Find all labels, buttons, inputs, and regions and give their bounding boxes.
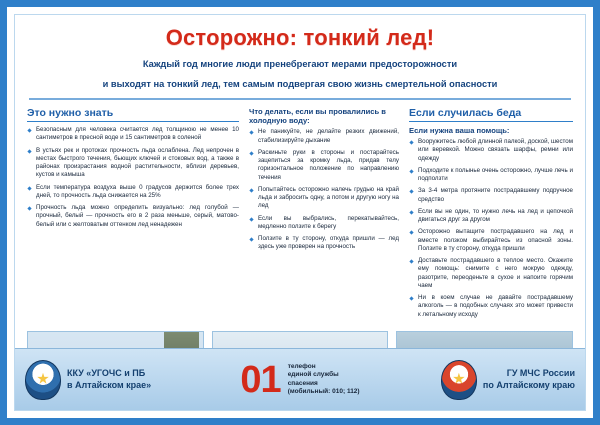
section-fell-list	[249, 128, 399, 251]
section-trouble-list	[409, 138, 573, 319]
emergency-phone-block	[215, 358, 385, 401]
section-know-heading: Это нужно знать	[27, 107, 239, 122]
ugochs-emblem-icon	[25, 360, 61, 400]
list-item: Подходите к полынье очень осторожно, лучше лечь и подползти	[409, 167, 573, 184]
footer-right-text	[483, 368, 575, 391]
list-item: Ни в коем случае не давайте пострадавшему алкоголь — в подобных случаях это может привести к летальному исходу	[409, 294, 573, 319]
page-title: Осторожно: тонкий лед!	[165, 25, 435, 50]
list-item: Раскиньте руки в стороны и постарайтесь зацепиться за кромку льда, придав телу горизонтальное положение по направлению течения	[249, 149, 399, 182]
footer-left-line2: в Алтайском крае»	[67, 379, 152, 390]
list-item: Если температура воздуха выше 0 градусов держится более трех дней, то прочность льда снижается на 25%	[27, 184, 239, 201]
list-item: Осторожно вытащите пострадавшего на лед и вместе ползком выбирайтесь из опасной зоны. Ползите в ту сторону, откуда пришли	[409, 228, 573, 253]
list-item: В устьях рек и протоках прочность льда ослаблена. Лед непрочен в местах быстрого течения, бьющих ключей и стоковых вод, а также в районах произрастания водной растительности, вблизи деревьев, кустов и камыша	[27, 147, 239, 180]
footer	[15, 348, 585, 410]
page-subtitle-line1: Каждый год многие люди пренебрегают мерами предосторожности	[142, 59, 458, 69]
list-item: За 3-4 метра протяните пострадавшему подручное средство	[409, 187, 573, 204]
section-fell-heading: Что делать, если вы провалились в холодную воду:	[249, 107, 386, 126]
list-item: Доставьте пострадавшего в теплое место. Окажите ему помощь: снимите с него мокрую одежду, разотрите, переоденьте в сухое и напоите горячим чаем	[409, 257, 573, 290]
caption-line3: спасения	[287, 379, 318, 387]
poster-inner	[14, 14, 586, 411]
mchs-emblem-icon	[441, 360, 477, 400]
list-item: Ползите в ту сторону, откуда пришли — лед здесь уже проверен на прочность	[249, 235, 399, 252]
list-item: Безопасным для человека считается лед толщиною не менее 10 сантиметров в пресной воде и 15 сантиметров в соленой	[27, 126, 239, 143]
section-trouble-subheading: Если нужна ваша помощь:	[409, 126, 510, 136]
section-trouble-heading: Если случилась беда	[409, 107, 573, 122]
footer-right-line2: по Алтайскому краю	[482, 379, 575, 390]
list-item: Если вы выбрались, перекатывайтесь, медленно ползите к берегу	[249, 215, 399, 232]
caption-line2: единой службы	[287, 371, 339, 379]
section-know	[27, 107, 239, 323]
caption-line1: телефон	[287, 362, 316, 370]
footer-right-org	[385, 360, 575, 400]
header-divider	[29, 98, 571, 100]
caption-line4: (мобильный: 010; 112)	[287, 387, 360, 395]
footer-left-text	[67, 368, 151, 391]
footer-left-org	[25, 360, 215, 400]
section-fell-in-water	[249, 107, 399, 323]
footer-left-line1: ККУ «УГОЧС и ПБ	[67, 368, 146, 379]
list-item: Если вы не один, то нужно лечь на лед и цепочкой двигаться друг за другом	[409, 208, 573, 225]
list-item: Попытайтесь осторожно налечь грудью на край льда и забросить одну, а потом и другую ногу на лед	[249, 186, 399, 211]
content-columns	[15, 100, 585, 323]
section-know-list	[27, 126, 239, 229]
list-item: Не паникуйте, не делайте резких движений, стабилизируйте дыхание	[249, 128, 399, 145]
emergency-number-caption	[288, 363, 360, 397]
page-subtitle-line2: и выходят на тонкий лед, тем самым подвергая свою жизнь смертельной опасности	[102, 78, 498, 89]
section-trouble	[409, 107, 573, 323]
list-item: Вооружитесь любой длинной палкой, доской, шестом или веревкой. Можно связать шарфы, ремни или одежду	[409, 138, 573, 163]
list-item: Прочность льда можно определить визуально: лед голубой — прочный, белый — прочность его в 2 раза меньше, серый, матово-белый или с желтоватым оттенком лед ненадежен	[27, 204, 239, 229]
footer-right-line1: ГУ МЧС России	[506, 368, 575, 379]
emergency-number: 01	[240, 358, 281, 401]
